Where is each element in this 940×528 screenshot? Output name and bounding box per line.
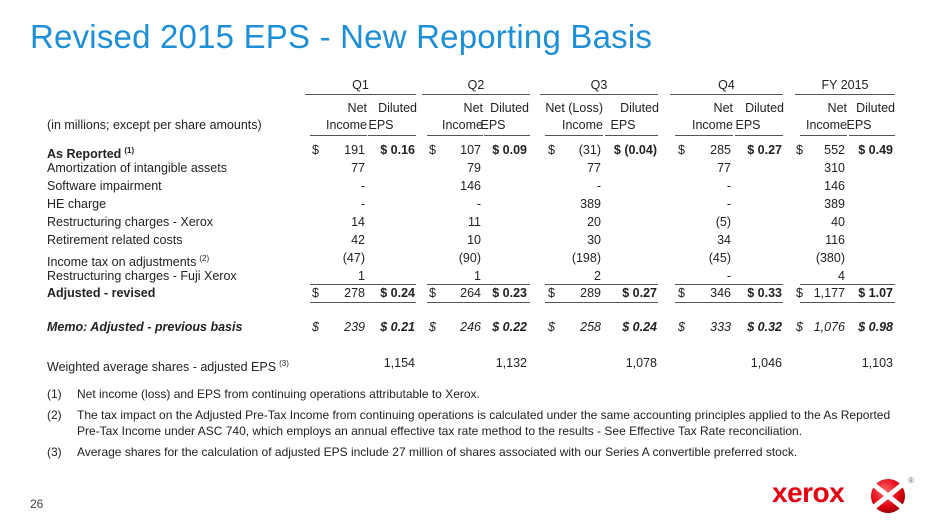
eps-value: $ 0.27 bbox=[747, 143, 782, 157]
eps-header-bottom: EPS bbox=[480, 118, 506, 132]
eps-header-bottom: EPS bbox=[846, 118, 872, 132]
net-income-value: 278 bbox=[344, 286, 365, 300]
net-income-value: 258 bbox=[580, 320, 601, 334]
shares-value: 1,132 bbox=[495, 356, 527, 370]
income-header-top: Net bbox=[463, 101, 483, 115]
period-underline bbox=[305, 94, 416, 95]
currency-symbol: $ bbox=[796, 286, 803, 300]
currency-symbol: $ bbox=[548, 320, 555, 334]
net-income-value: - bbox=[596, 179, 601, 193]
net-income-value: - bbox=[360, 197, 365, 211]
net-income-value: 191 bbox=[344, 143, 365, 157]
period-header: Q3 bbox=[590, 78, 608, 92]
net-income-value: (45) bbox=[708, 251, 731, 265]
xerox-ball-icon bbox=[868, 476, 910, 516]
income-header-top: Net (Loss) bbox=[545, 101, 603, 115]
net-income-value: 4 bbox=[838, 269, 845, 283]
shares-row-label: Weighted average shares - adjusted EPS $^{(3)}$ bbox=[47, 359, 289, 375]
income-header-top: Net bbox=[347, 101, 367, 115]
row-label: Income tax on adjustments $^{(2)}$ bbox=[47, 254, 210, 270]
eps-header-underline bbox=[368, 135, 416, 136]
footnote-number: (3) bbox=[47, 445, 62, 459]
eps-header-bottom: EPS bbox=[610, 118, 636, 132]
eps-header-top: Diluted bbox=[856, 101, 895, 115]
shares-value: 1,078 bbox=[625, 356, 657, 370]
page-number: 26 bbox=[30, 497, 44, 511]
currency-symbol: $ bbox=[548, 143, 555, 157]
net-income-value: 289 bbox=[580, 286, 601, 300]
row-label: Restructuring charges - Xerox bbox=[47, 215, 214, 229]
shares-value: 1,046 bbox=[750, 356, 782, 370]
period-header: FY 2015 bbox=[821, 78, 869, 92]
net-income-value: (380) bbox=[815, 251, 845, 265]
eps-value: $ 0.27 bbox=[622, 286, 657, 300]
eps-header-underline bbox=[735, 135, 783, 136]
net-income-value: 11 bbox=[468, 215, 481, 229]
net-income-value: 2 bbox=[594, 269, 601, 283]
net-income-value: 14 bbox=[351, 215, 365, 229]
currency-symbol: $ bbox=[312, 320, 319, 334]
eps-header-top: Diluted bbox=[378, 101, 417, 115]
net-income-value: 310 bbox=[824, 161, 845, 175]
net-income-value: (198) bbox=[571, 251, 601, 265]
shares-value: 1,103 bbox=[861, 356, 893, 370]
eps-header-underline bbox=[849, 135, 895, 136]
net-income-value: (47) bbox=[342, 251, 365, 265]
eps-value: $ 0.23 bbox=[492, 286, 527, 300]
row-label: Memo: Adjusted - previous basis bbox=[47, 320, 243, 334]
eps-value: $ 0.22 bbox=[492, 320, 527, 334]
net-income-value: 30 bbox=[587, 233, 601, 247]
footnote-text: The tax impact on the Adjusted Pre-Tax Income from continuing operations is calculated under the same accounting principles applied to the As Reported Pre-Tax Income under ASC 740, which employs an annual effective tax rate method to the results - See Effective Tax Rate reconciliation. bbox=[77, 408, 891, 438]
net-income-value: (5) bbox=[715, 215, 731, 229]
currency-symbol: $ bbox=[796, 320, 803, 334]
period-header: Q2 bbox=[467, 78, 485, 92]
net-income-value: 77 bbox=[587, 161, 601, 175]
period-underline bbox=[795, 94, 895, 95]
currency-symbol: $ bbox=[312, 143, 319, 157]
net-income-value: 116 bbox=[825, 233, 845, 247]
net-income-value: 146 bbox=[460, 179, 481, 193]
eps-value: $ 0.24 bbox=[380, 286, 415, 300]
period-underline bbox=[670, 94, 783, 95]
adjusted-bottom-rule bbox=[545, 302, 658, 303]
income-header-bottom: Income bbox=[562, 118, 603, 132]
adjusted-bottom-rule bbox=[310, 302, 416, 303]
income-header-underline bbox=[800, 135, 847, 136]
adjusted-bottom-rule bbox=[675, 302, 783, 303]
net-income-value: 389 bbox=[824, 197, 845, 211]
page-title: Revised 2015 EPS - New Reporting Basis bbox=[30, 18, 653, 55]
net-income-value: 264 bbox=[460, 286, 481, 300]
adjusted-bottom-rule bbox=[800, 302, 895, 303]
row-label: Retirement related costs bbox=[47, 233, 183, 247]
currency-symbol: $ bbox=[678, 286, 685, 300]
currency-symbol: $ bbox=[429, 320, 436, 334]
row-label: Restructuring charges - Fuji Xerox bbox=[47, 269, 237, 283]
net-income-value: 552 bbox=[824, 143, 845, 157]
eps-value: $ (0.04) bbox=[613, 143, 657, 157]
net-income-value: 42 bbox=[351, 233, 365, 247]
row-label: Amortization of intangible assets bbox=[47, 161, 227, 175]
period-underline bbox=[422, 94, 530, 95]
net-income-value: (31) bbox=[578, 143, 601, 157]
net-income-value: 389 bbox=[580, 197, 601, 211]
currency-symbol: $ bbox=[548, 286, 555, 300]
period-header: Q4 bbox=[718, 78, 735, 92]
net-income-value: 1 bbox=[474, 269, 481, 283]
net-income-value: 107 bbox=[460, 143, 481, 157]
eps-header-bottom: EPS bbox=[368, 118, 394, 132]
footnote-number: (1) bbox=[47, 387, 62, 401]
eps-value: $ 0.33 bbox=[747, 286, 782, 300]
net-income-value: 77 bbox=[351, 161, 365, 175]
trademark-symbol: ® bbox=[908, 476, 914, 485]
income-header-underline bbox=[310, 135, 367, 136]
footnote-number: (2) bbox=[47, 408, 62, 422]
currency-symbol: $ bbox=[312, 286, 319, 300]
currency-symbol: $ bbox=[429, 143, 436, 157]
footnote bbox=[47, 386, 897, 402]
net-income-value: 34 bbox=[717, 233, 731, 247]
income-header-bottom: Income bbox=[806, 118, 847, 132]
adjusted-top-rule bbox=[675, 284, 783, 285]
eps-header-bottom: EPS bbox=[735, 118, 761, 132]
footnote bbox=[47, 407, 897, 439]
adjusted-top-rule bbox=[427, 284, 530, 285]
net-income-value: 239 bbox=[344, 320, 365, 334]
currency-symbol: $ bbox=[796, 143, 803, 157]
net-income-value: - bbox=[476, 197, 481, 211]
net-income-value: 79 bbox=[467, 161, 481, 175]
units-label: (in millions; except per share amounts) bbox=[47, 118, 262, 132]
net-income-value: 146 bbox=[824, 179, 845, 193]
currency-symbol: $ bbox=[678, 320, 685, 334]
currency-symbol: $ bbox=[429, 286, 436, 300]
eps-value: $ 0.21 bbox=[380, 320, 415, 334]
row-label: Software impairment bbox=[47, 179, 162, 193]
net-income-value: 1 bbox=[358, 269, 365, 283]
income-header-underline bbox=[427, 135, 483, 136]
net-income-value: 77 bbox=[717, 161, 731, 175]
adjusted-top-rule bbox=[800, 284, 895, 285]
net-income-value: 346 bbox=[710, 286, 731, 300]
currency-symbol: $ bbox=[678, 143, 685, 157]
eps-header-top: Diluted bbox=[620, 101, 659, 115]
net-income-value: - bbox=[360, 179, 365, 193]
net-income-value: - bbox=[726, 197, 731, 211]
xerox-logo bbox=[772, 476, 922, 516]
net-income-value: 333 bbox=[710, 320, 731, 334]
net-income-value: 246 bbox=[460, 320, 481, 334]
net-income-value: - bbox=[726, 269, 731, 283]
row-label: Adjusted - revised bbox=[47, 286, 156, 300]
adjusted-bottom-rule bbox=[427, 302, 530, 303]
period-underline bbox=[540, 94, 658, 95]
eps-header-top: Diluted bbox=[745, 101, 784, 115]
footnote-text: Net income (loss) and EPS from continuing operations attributable to Xerox. bbox=[77, 387, 480, 401]
row-label: HE charge bbox=[47, 197, 107, 211]
footnote-text: Average shares for the calculation of adjusted EPS include 27 million of shares associated with our Series A convertible preferred stock. bbox=[77, 445, 798, 459]
eps-header-top: Diluted bbox=[490, 101, 529, 115]
shares-value: 1,154 bbox=[383, 356, 415, 370]
footnote-ref: (2) bbox=[199, 254, 210, 263]
row-label: As Reported $^{(1)}$ bbox=[47, 146, 135, 162]
eps-value: $ 0.24 bbox=[622, 320, 657, 334]
eps-header-underline bbox=[484, 135, 530, 136]
eps-value: $ 1.07 bbox=[858, 286, 893, 300]
income-header-bottom: Income bbox=[692, 118, 733, 132]
footnote-ref: (1) bbox=[124, 146, 135, 155]
adjusted-top-rule bbox=[310, 284, 416, 285]
income-header-underline bbox=[545, 135, 603, 136]
net-income-value: - bbox=[726, 179, 731, 193]
income-header-top: Net bbox=[713, 101, 733, 115]
footnote-ref: (3) bbox=[279, 359, 289, 368]
net-income-value: 20 bbox=[587, 215, 601, 229]
eps-value: $ 0.09 bbox=[492, 143, 527, 157]
net-income-value: 1,177 bbox=[813, 286, 845, 300]
net-income-value: 40 bbox=[831, 215, 845, 229]
eps-header-underline bbox=[605, 135, 658, 136]
income-header-bottom: Income bbox=[442, 118, 483, 132]
footnote bbox=[47, 444, 897, 460]
income-header-top: Net bbox=[827, 101, 847, 115]
period-header: Q1 bbox=[352, 78, 369, 92]
income-header-bottom: Income bbox=[326, 118, 367, 132]
adjusted-top-rule bbox=[545, 284, 658, 285]
eps-value: $ 0.98 bbox=[858, 320, 893, 334]
net-income-value: (90) bbox=[458, 251, 481, 265]
eps-value: $ 0.49 bbox=[858, 143, 893, 157]
income-header-underline bbox=[675, 135, 733, 136]
logo-wordmark: xerox bbox=[772, 477, 845, 508]
eps-value: $ 0.16 bbox=[380, 143, 415, 157]
net-income-value: 1,076 bbox=[813, 320, 845, 334]
net-income-value: 285 bbox=[710, 143, 731, 157]
eps-value: $ 0.32 bbox=[747, 320, 782, 334]
net-income-value: 10 bbox=[467, 233, 481, 247]
